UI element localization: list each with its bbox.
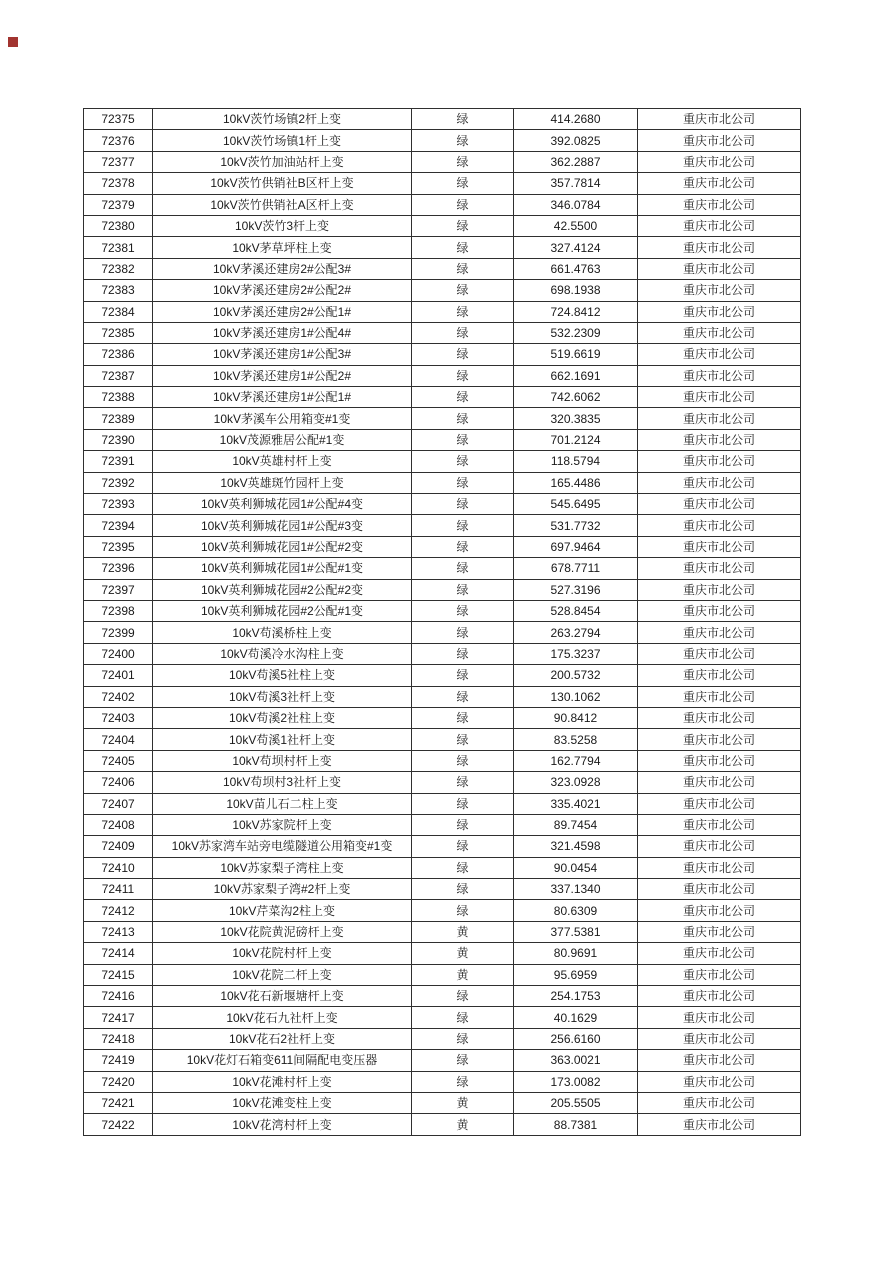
- cell-value: 392.0825: [514, 130, 638, 151]
- cell-company: 重庆市北公司: [638, 494, 801, 515]
- cell-id: 72381: [84, 237, 153, 258]
- cell-company: 重庆市北公司: [638, 258, 801, 279]
- cell-value: 532.2309: [514, 322, 638, 343]
- cell-status: 绿: [412, 879, 514, 900]
- cell-id: 72392: [84, 472, 153, 493]
- cell-status: 绿: [412, 344, 514, 365]
- cell-company: 重庆市北公司: [638, 622, 801, 643]
- cell-status: 绿: [412, 301, 514, 322]
- cell-value: 80.6309: [514, 900, 638, 921]
- cell-status: 绿: [412, 472, 514, 493]
- cell-company: 重庆市北公司: [638, 344, 801, 365]
- table-row: [84, 622, 801, 643]
- cell-id: 72397: [84, 579, 153, 600]
- table-row: [84, 643, 801, 664]
- cell-value: 545.6495: [514, 494, 638, 515]
- cell-value: 88.7381: [514, 1114, 638, 1135]
- equipment-table: [83, 108, 801, 1136]
- cell-status: 绿: [412, 836, 514, 857]
- cell-name: 10kV茅溪还建房1#公配1#: [153, 387, 412, 408]
- cell-status: 黄: [412, 1114, 514, 1135]
- cell-company: 重庆市北公司: [638, 109, 801, 130]
- cell-company: 重庆市北公司: [638, 1007, 801, 1028]
- cell-name: 10kV苏家梨子湾#2杆上变: [153, 879, 412, 900]
- cell-value: 661.4763: [514, 258, 638, 279]
- cell-id: 72408: [84, 814, 153, 835]
- cell-company: 重庆市北公司: [638, 322, 801, 343]
- cell-id: 72412: [84, 900, 153, 921]
- cell-id: 72418: [84, 1028, 153, 1049]
- cell-id: 72415: [84, 964, 153, 985]
- table-row: [84, 579, 801, 600]
- cell-status: 绿: [412, 237, 514, 258]
- cell-id: 72396: [84, 558, 153, 579]
- cell-name: 10kV茅溪车公用箱变#1变: [153, 408, 412, 429]
- cell-name: 10kV花石九社杆上变: [153, 1007, 412, 1028]
- cell-value: 173.0082: [514, 1071, 638, 1092]
- table-row: [84, 686, 801, 707]
- cell-status: 黄: [412, 943, 514, 964]
- cell-company: 重庆市北公司: [638, 707, 801, 728]
- cell-company: 重庆市北公司: [638, 729, 801, 750]
- cell-status: 绿: [412, 429, 514, 450]
- cell-company: 重庆市北公司: [638, 558, 801, 579]
- cell-name: 10kV花院二杆上变: [153, 964, 412, 985]
- table-row: [84, 451, 801, 472]
- cell-status: 绿: [412, 387, 514, 408]
- cell-name: 10kV花石2社杆上变: [153, 1028, 412, 1049]
- cell-name: 10kV花院村杆上变: [153, 943, 412, 964]
- cell-company: 重庆市北公司: [638, 237, 801, 258]
- cell-id: 72393: [84, 494, 153, 515]
- cell-name: 10kV苗儿石二柱上变: [153, 793, 412, 814]
- cell-status: 绿: [412, 130, 514, 151]
- table-row: [84, 365, 801, 386]
- cell-status: 绿: [412, 750, 514, 771]
- cell-company: 重庆市北公司: [638, 1092, 801, 1113]
- cell-status: 绿: [412, 986, 514, 1007]
- cell-status: 绿: [412, 322, 514, 343]
- cell-company: 重庆市北公司: [638, 986, 801, 1007]
- cell-value: 742.6062: [514, 387, 638, 408]
- cell-company: 重庆市北公司: [638, 793, 801, 814]
- table-row: [84, 986, 801, 1007]
- cell-company: 重庆市北公司: [638, 836, 801, 857]
- table-row: [84, 857, 801, 878]
- table-row: [84, 472, 801, 493]
- cell-name: 10kV茅溪还建房2#公配2#: [153, 280, 412, 301]
- table-row: [84, 280, 801, 301]
- cell-company: 重庆市北公司: [638, 750, 801, 771]
- cell-value: 697.9464: [514, 536, 638, 557]
- cell-value: 90.0454: [514, 857, 638, 878]
- cell-status: 黄: [412, 964, 514, 985]
- cell-status: 绿: [412, 1028, 514, 1049]
- cell-company: 重庆市北公司: [638, 814, 801, 835]
- cell-company: 重庆市北公司: [638, 964, 801, 985]
- cell-id: 72414: [84, 943, 153, 964]
- table-row: [84, 151, 801, 172]
- table-row: [84, 1050, 801, 1071]
- cell-value: 320.3835: [514, 408, 638, 429]
- cell-company: 重庆市北公司: [638, 215, 801, 236]
- table-row: [84, 344, 801, 365]
- cell-name: 10kV英利狮城花园#2公配#2变: [153, 579, 412, 600]
- cell-company: 重庆市北公司: [638, 665, 801, 686]
- table-row: [84, 258, 801, 279]
- table-row: [84, 750, 801, 771]
- cell-name: 10kV苟溪1社杆上变: [153, 729, 412, 750]
- cell-status: 绿: [412, 707, 514, 728]
- cell-company: 重庆市北公司: [638, 387, 801, 408]
- cell-company: 重庆市北公司: [638, 130, 801, 151]
- cell-value: 40.1629: [514, 1007, 638, 1028]
- table-row: [84, 1114, 801, 1135]
- cell-name: 10kV苟坝村杆上变: [153, 750, 412, 771]
- cell-company: 重庆市北公司: [638, 408, 801, 429]
- cell-status: 绿: [412, 900, 514, 921]
- cell-value: 118.5794: [514, 451, 638, 472]
- cell-name: 10kV英利狮城花园1#公配#2变: [153, 536, 412, 557]
- cell-id: 72417: [84, 1007, 153, 1028]
- cell-status: 绿: [412, 729, 514, 750]
- cell-status: 绿: [412, 536, 514, 557]
- table-row: [84, 130, 801, 151]
- cell-status: 绿: [412, 451, 514, 472]
- cell-status: 绿: [412, 558, 514, 579]
- cell-company: 重庆市北公司: [638, 280, 801, 301]
- cell-value: 80.9691: [514, 943, 638, 964]
- cell-name: 10kV花石新堰塘杆上变: [153, 986, 412, 1007]
- cell-status: 绿: [412, 579, 514, 600]
- cell-name: 10kV苟溪5社柱上变: [153, 665, 412, 686]
- cell-status: 绿: [412, 793, 514, 814]
- cell-id: 72406: [84, 772, 153, 793]
- cell-name: 10kV苟坝村3社杆上变: [153, 772, 412, 793]
- cell-company: 重庆市北公司: [638, 579, 801, 600]
- cell-id: 72386: [84, 344, 153, 365]
- cell-status: 绿: [412, 258, 514, 279]
- cell-name: 10kV花滩变柱上变: [153, 1092, 412, 1113]
- cell-company: 重庆市北公司: [638, 600, 801, 621]
- cell-value: 531.7732: [514, 515, 638, 536]
- cell-id: 72422: [84, 1114, 153, 1135]
- table-row: [84, 1007, 801, 1028]
- table-row: [84, 793, 801, 814]
- cell-company: 重庆市北公司: [638, 643, 801, 664]
- cell-value: 337.1340: [514, 879, 638, 900]
- cell-name: 10kV茅溪还建房2#公配3#: [153, 258, 412, 279]
- cell-value: 205.5505: [514, 1092, 638, 1113]
- cell-value: 263.2794: [514, 622, 638, 643]
- cell-name: 10kV茅溪还建房2#公配1#: [153, 301, 412, 322]
- table-row: [84, 301, 801, 322]
- cell-value: 83.5258: [514, 729, 638, 750]
- table-row: [84, 429, 801, 450]
- table-row: [84, 814, 801, 835]
- cell-status: 绿: [412, 622, 514, 643]
- cell-id: 72421: [84, 1092, 153, 1113]
- cell-name: 10kV茨竹加油站杆上变: [153, 151, 412, 172]
- table-row: [84, 921, 801, 942]
- cell-company: 重庆市北公司: [638, 943, 801, 964]
- table-row: [84, 515, 801, 536]
- cell-company: 重庆市北公司: [638, 365, 801, 386]
- cell-id: 72380: [84, 215, 153, 236]
- cell-value: 335.4021: [514, 793, 638, 814]
- cell-company: 重庆市北公司: [638, 686, 801, 707]
- cell-id: 72385: [84, 322, 153, 343]
- cell-name: 10kV苏家院杆上变: [153, 814, 412, 835]
- table-row: [84, 600, 801, 621]
- cell-status: 绿: [412, 600, 514, 621]
- cell-company: 重庆市北公司: [638, 1028, 801, 1049]
- cell-value: 175.3237: [514, 643, 638, 664]
- cell-id: 72377: [84, 151, 153, 172]
- cell-id: 72404: [84, 729, 153, 750]
- cell-name: 10kV茅溪还建房1#公配4#: [153, 322, 412, 343]
- cell-id: 72384: [84, 301, 153, 322]
- table-row: [84, 836, 801, 857]
- cell-company: 重庆市北公司: [638, 429, 801, 450]
- cell-status: 黄: [412, 1092, 514, 1113]
- table-row: [84, 729, 801, 750]
- cell-id: 72387: [84, 365, 153, 386]
- table-row: [84, 536, 801, 557]
- cell-company: 重庆市北公司: [638, 879, 801, 900]
- cell-id: 72379: [84, 194, 153, 215]
- cell-id: 72401: [84, 665, 153, 686]
- table-row: [84, 879, 801, 900]
- cell-id: 72388: [84, 387, 153, 408]
- cell-value: 357.7814: [514, 173, 638, 194]
- table-row: [84, 215, 801, 236]
- cell-value: 528.8454: [514, 600, 638, 621]
- cell-name: 10kV英利狮城花园1#公配#3变: [153, 515, 412, 536]
- cell-id: 72413: [84, 921, 153, 942]
- cell-status: 绿: [412, 665, 514, 686]
- cell-name: 10kV花灯石箱变611间隔配电变压器: [153, 1050, 412, 1071]
- table-row: [84, 494, 801, 515]
- table-row: [84, 237, 801, 258]
- cell-name: 10kV茅溪还建房1#公配3#: [153, 344, 412, 365]
- cell-value: 414.2680: [514, 109, 638, 130]
- cell-id: 72398: [84, 600, 153, 621]
- cell-name: 10kV花院黄泥磅杆上变: [153, 921, 412, 942]
- cell-company: 重庆市北公司: [638, 1050, 801, 1071]
- cell-id: 72390: [84, 429, 153, 450]
- cell-id: 72402: [84, 686, 153, 707]
- cell-value: 678.7711: [514, 558, 638, 579]
- cell-company: 重庆市北公司: [638, 921, 801, 942]
- cell-status: 绿: [412, 1050, 514, 1071]
- cell-value: 698.1938: [514, 280, 638, 301]
- cell-name: 10kV茂源雅居公配#1变: [153, 429, 412, 450]
- table-row: [84, 943, 801, 964]
- cell-name: 10kV茅溪还建房1#公配2#: [153, 365, 412, 386]
- cell-status: 绿: [412, 215, 514, 236]
- cell-company: 重庆市北公司: [638, 472, 801, 493]
- table-row: [84, 194, 801, 215]
- cell-value: 363.0021: [514, 1050, 638, 1071]
- cell-name: 10kV苟溪桥柱上变: [153, 622, 412, 643]
- table-row: [84, 173, 801, 194]
- cell-id: 72391: [84, 451, 153, 472]
- table-row: [84, 109, 801, 130]
- cell-name: 10kV芹菜沟2柱上变: [153, 900, 412, 921]
- cell-company: 重庆市北公司: [638, 515, 801, 536]
- table-row: [84, 322, 801, 343]
- cell-value: 42.5500: [514, 215, 638, 236]
- cell-id: 72383: [84, 280, 153, 301]
- cell-id: 72416: [84, 986, 153, 1007]
- cell-value: 256.6160: [514, 1028, 638, 1049]
- cell-name: 10kV英利狮城花园1#公配#4变: [153, 494, 412, 515]
- cell-value: 162.7794: [514, 750, 638, 771]
- table-row: [84, 707, 801, 728]
- cell-name: 10kV苏家湾车站旁电缆隧道公用箱变#1变: [153, 836, 412, 857]
- cell-value: 89.7454: [514, 814, 638, 835]
- cell-value: 95.6959: [514, 964, 638, 985]
- cell-status: 绿: [412, 772, 514, 793]
- cell-name: 10kV茨竹3杆上变: [153, 215, 412, 236]
- cell-name: 10kV茨竹供销社B区杆上变: [153, 173, 412, 194]
- cell-value: 321.4598: [514, 836, 638, 857]
- cell-status: 绿: [412, 365, 514, 386]
- cell-status: 绿: [412, 109, 514, 130]
- cell-name: 10kV茨竹场镇2杆上变: [153, 109, 412, 130]
- cell-id: 72409: [84, 836, 153, 857]
- cell-id: 72382: [84, 258, 153, 279]
- cell-id: 72405: [84, 750, 153, 771]
- cell-value: 90.8412: [514, 707, 638, 728]
- cell-id: 72411: [84, 879, 153, 900]
- cell-value: 527.3196: [514, 579, 638, 600]
- cell-status: 黄: [412, 921, 514, 942]
- table-row: [84, 558, 801, 579]
- cell-company: 重庆市北公司: [638, 451, 801, 472]
- cell-status: 绿: [412, 280, 514, 301]
- cell-value: 327.4124: [514, 237, 638, 258]
- cell-id: 72378: [84, 173, 153, 194]
- cell-company: 重庆市北公司: [638, 151, 801, 172]
- cell-name: 10kV英利狮城花园#2公配#1变: [153, 600, 412, 621]
- table-row: [84, 900, 801, 921]
- cell-company: 重庆市北公司: [638, 900, 801, 921]
- cell-company: 重庆市北公司: [638, 301, 801, 322]
- cell-name: 10kV花湾村杆上变: [153, 1114, 412, 1135]
- cell-status: 绿: [412, 515, 514, 536]
- cell-value: 130.1062: [514, 686, 638, 707]
- cell-company: 重庆市北公司: [638, 857, 801, 878]
- cell-id: 72410: [84, 857, 153, 878]
- cell-id: 72375: [84, 109, 153, 130]
- cell-id: 72394: [84, 515, 153, 536]
- cell-status: 绿: [412, 494, 514, 515]
- cell-id: 72403: [84, 707, 153, 728]
- cell-id: 72376: [84, 130, 153, 151]
- cell-status: 绿: [412, 151, 514, 172]
- cell-value: 323.0928: [514, 772, 638, 793]
- table-row: [84, 964, 801, 985]
- cell-name: 10kV花滩村杆上变: [153, 1071, 412, 1092]
- table-row: [84, 1071, 801, 1092]
- table-row: [84, 1028, 801, 1049]
- cell-company: 重庆市北公司: [638, 772, 801, 793]
- cell-company: 重庆市北公司: [638, 536, 801, 557]
- cell-name: 10kV英利狮城花园1#公配#1变: [153, 558, 412, 579]
- cell-value: 200.5732: [514, 665, 638, 686]
- cell-name: 10kV苟溪3社杆上变: [153, 686, 412, 707]
- corner-marker: [8, 37, 18, 47]
- cell-name: 10kV茨竹场镇1杆上变: [153, 130, 412, 151]
- cell-name: 10kV苟溪2社柱上变: [153, 707, 412, 728]
- cell-status: 绿: [412, 857, 514, 878]
- cell-value: 701.2124: [514, 429, 638, 450]
- cell-id: 72400: [84, 643, 153, 664]
- cell-value: 519.6619: [514, 344, 638, 365]
- cell-id: 72419: [84, 1050, 153, 1071]
- cell-status: 绿: [412, 408, 514, 429]
- cell-status: 绿: [412, 686, 514, 707]
- table-row: [84, 408, 801, 429]
- cell-value: 362.2887: [514, 151, 638, 172]
- cell-status: 绿: [412, 643, 514, 664]
- cell-name: 10kV英雄村杆上变: [153, 451, 412, 472]
- cell-company: 重庆市北公司: [638, 1114, 801, 1135]
- cell-name: 10kV茨竹供销社A区杆上变: [153, 194, 412, 215]
- cell-company: 重庆市北公司: [638, 194, 801, 215]
- cell-status: 绿: [412, 194, 514, 215]
- cell-name: 10kV苟溪冷水沟柱上变: [153, 643, 412, 664]
- cell-status: 绿: [412, 173, 514, 194]
- cell-id: 72420: [84, 1071, 153, 1092]
- cell-name: 10kV茅草坪柱上变: [153, 237, 412, 258]
- cell-value: 724.8412: [514, 301, 638, 322]
- table-row: [84, 1092, 801, 1113]
- cell-value: 165.4486: [514, 472, 638, 493]
- cell-value: 377.5381: [514, 921, 638, 942]
- cell-id: 72399: [84, 622, 153, 643]
- cell-value: 254.1753: [514, 986, 638, 1007]
- table-row: [84, 387, 801, 408]
- cell-id: 72407: [84, 793, 153, 814]
- cell-value: 346.0784: [514, 194, 638, 215]
- table-body: [84, 109, 801, 1136]
- table-row: [84, 665, 801, 686]
- cell-name: 10kV苏家梨子湾柱上变: [153, 857, 412, 878]
- cell-status: 绿: [412, 1007, 514, 1028]
- cell-id: 72395: [84, 536, 153, 557]
- cell-id: 72389: [84, 408, 153, 429]
- cell-status: 绿: [412, 1071, 514, 1092]
- cell-value: 662.1691: [514, 365, 638, 386]
- cell-company: 重庆市北公司: [638, 1071, 801, 1092]
- cell-name: 10kV英雄斑竹园杆上变: [153, 472, 412, 493]
- cell-company: 重庆市北公司: [638, 173, 801, 194]
- table-row: [84, 772, 801, 793]
- cell-status: 绿: [412, 814, 514, 835]
